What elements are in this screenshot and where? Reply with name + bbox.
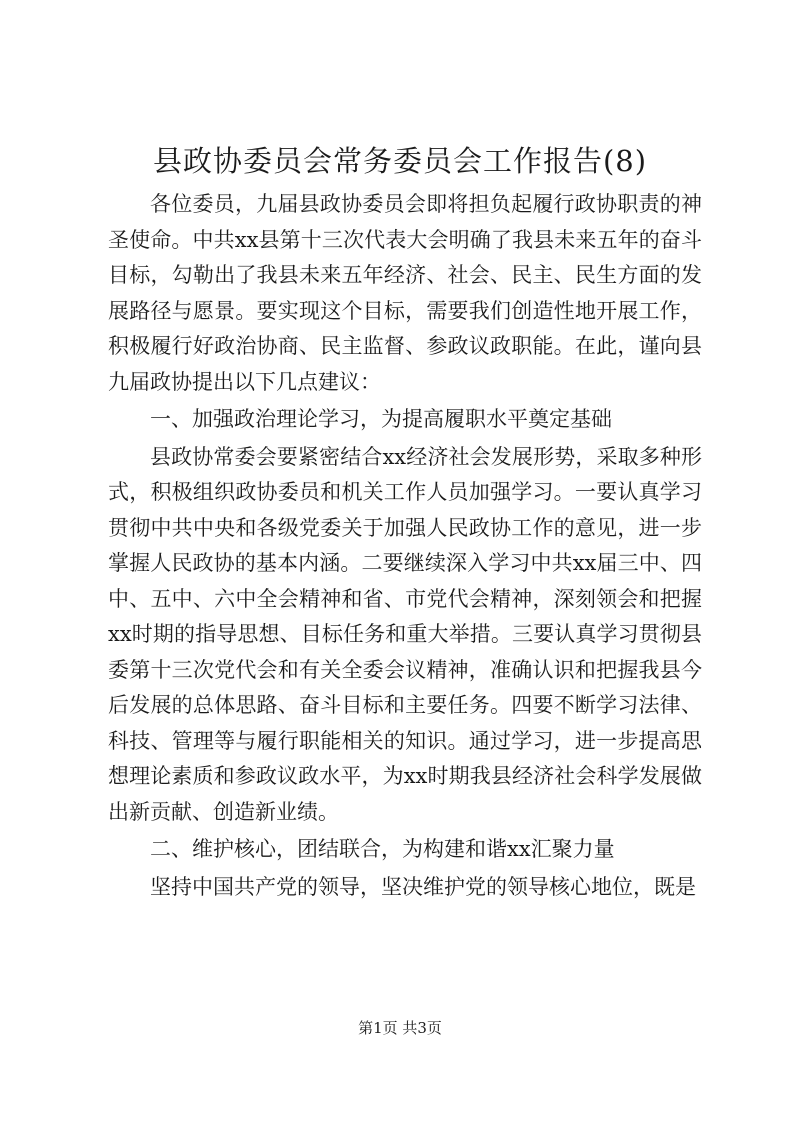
paragraph-section-2: 坚持中国共产党的领导，坚决维护党的领导核心地位，既是 (150, 874, 696, 899)
paragraph-intro: 各位委员，九届县政协委员会即将担负起履行政协职责的神圣使命。中共xx县第十三次代表大会明确了我县未来五年的奋斗目标，勾勒出了我县未来五年经济、社会、民主、民生方面的发展路径与愿景。要实现这个目标，需要我们创造性地开展工作，积极履行好政治协商、民主监督、参政议政职能。在此，谨向县九届政协提出以下几点建议： (108, 192, 702, 394)
page-number-footer: 第1页 共3页 (358, 1019, 442, 1037)
section-heading-2: 二、维护核心，团结联合，为构建和谐xx汇聚力量 (150, 837, 615, 861)
document-title: 县政协委员会常务委员会工作报告(8) (152, 144, 648, 178)
section-heading-1: 一、加强政治理论学习，为提高履职水平奠定基础 (150, 407, 612, 431)
document-body (108, 187, 702, 905)
paragraph-section-1: 县政协常委会要紧密结合xx经济社会发展形势，采取多种形式，积极组织政协委员和机关工作人员加强学习。一要认真学习贯彻中共中央和各级党委关于加强人民政协工作的意见，进一步掌握人民政协的基本内涵。二要继续深入学习中共xx届三中、四中、五中、六中全会精神和省、市党代会精神，深刻领会和把握xx时期的指导思想、目标任务和重大举措。三要认真学习贯彻县委第十三次党代会和有关全委会议精神，准确认识和把握我县今后发展的总体思路、奋斗目标和主要任务。四要不断学习法律、科技、管理等与履行职能相关的知识。通过学习，进一步提高思想理论素质和参政议政水平，为xx时期我县经济社会科学发展做出新贡献、创造新业绩。 (108, 444, 702, 824)
